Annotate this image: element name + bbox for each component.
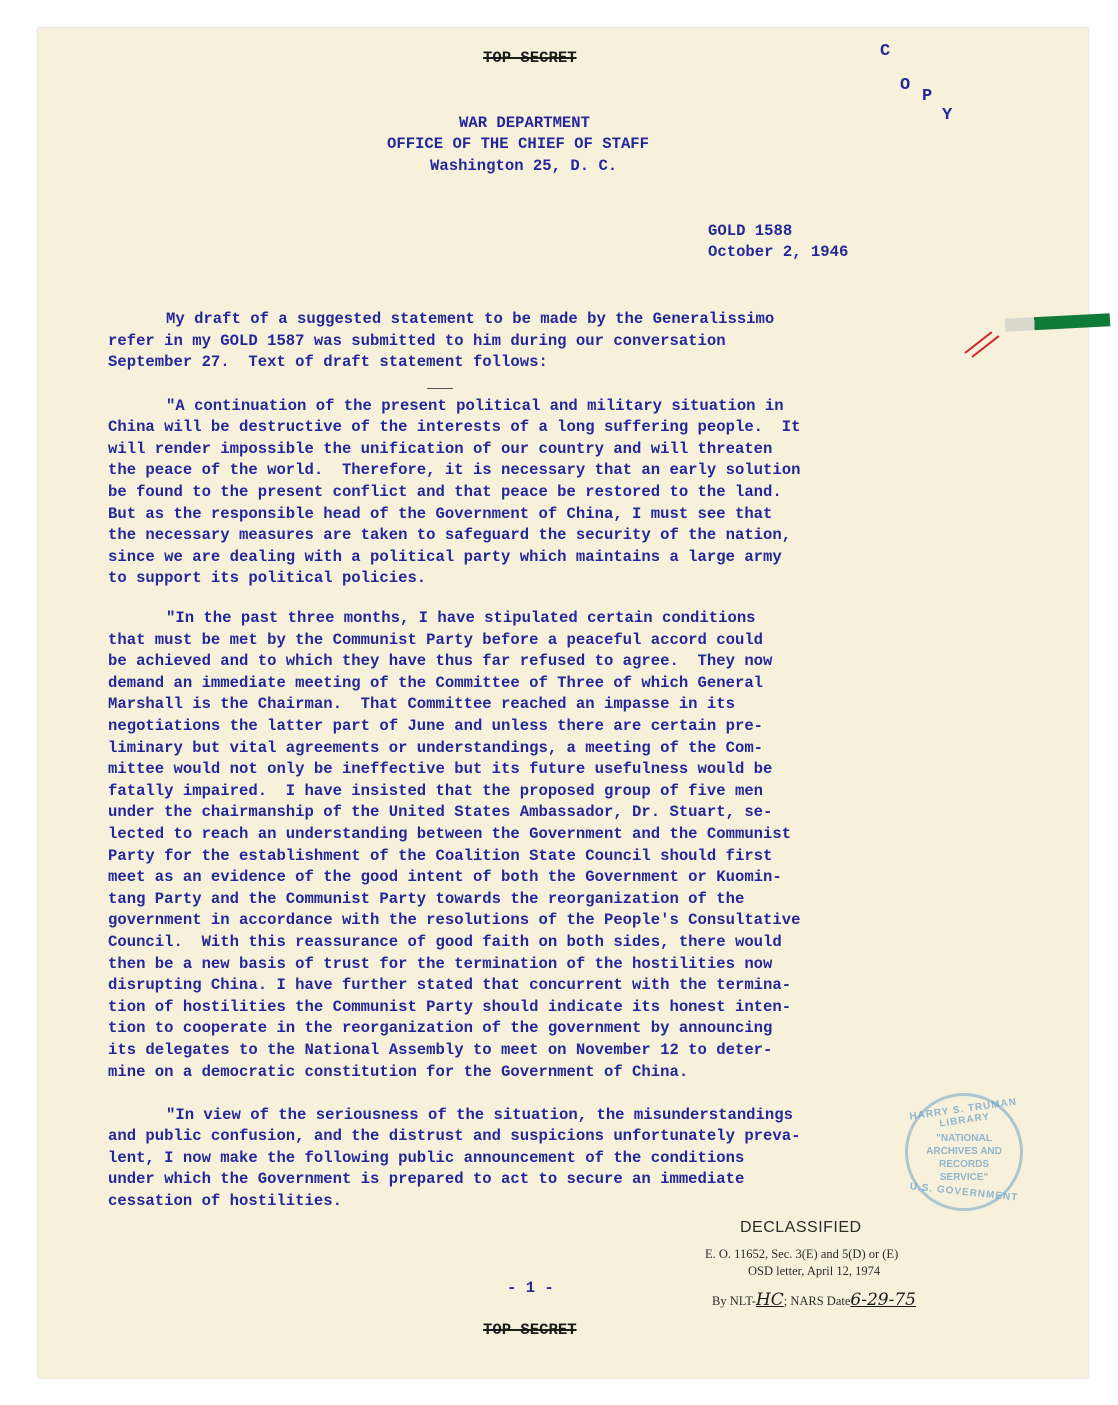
paragraph-line: lected to reach an understanding between the Government and the Communist xyxy=(108,825,792,843)
paragraph-line: will render impossible the unification of our country and will threaten xyxy=(108,440,773,458)
stamp-ring-bottom: U.S. GOVERNMENT xyxy=(909,1181,1019,1204)
paragraph-line: be achieved and to which they have thus far refused to agree. They now xyxy=(108,652,773,670)
paragraph-line: tion to cooperate in the reorganization of the government by announcing xyxy=(108,1019,773,1037)
by-prefix: By NLT- xyxy=(712,1294,756,1308)
paragraph-line: the necessary measures are taken to safeguard the security of the nation, xyxy=(108,526,792,544)
message-date: October 2, 1946 xyxy=(708,243,849,261)
paragraph-line: be found to the present conflict and that peace be restored to the land. xyxy=(108,483,782,501)
stamp-ring-top: HARRY S. TRUMAN LIBRARY xyxy=(908,1096,1018,1130)
paragraph-line: to support its political policies. xyxy=(108,569,427,587)
copy-letter-c: C xyxy=(880,42,891,61)
paragraph-line: then be a new basis of trust for the termination of the hostilities now xyxy=(108,955,773,973)
paragraph-line: the peace of the world. Therefore, it is necessary that an early solution xyxy=(108,461,801,479)
classification-top: TOP SECRET xyxy=(483,49,577,67)
nars-date: 6-29-75 xyxy=(850,1290,916,1310)
paragraph-line: "In the past three months, I have stipulated certain conditions xyxy=(166,609,756,627)
paragraph-line: Marshall is the Chairman. That Committee reached an impasse in its xyxy=(108,695,735,713)
paragraph-line: government in accordance with the resolutions of the People's Consultative xyxy=(108,911,801,929)
paragraph-line: liminary but vital agreements or understandings, a meeting of the Com- xyxy=(108,739,764,757)
paragraph-line: under which the Government is prepared to act to secure an immediate xyxy=(108,1170,745,1188)
classification-bottom: TOP SECRET xyxy=(483,1321,577,1339)
copy-letter-y: Y xyxy=(942,106,953,125)
paragraph-line: mine on a democratic constitution for the Government of China. xyxy=(108,1063,689,1081)
stamp-inner-line: RECORDS xyxy=(938,1159,989,1170)
nars-label: ; NARS Date xyxy=(783,1294,851,1308)
paragraph-line: Party for the establishment of the Coalition State Council should first xyxy=(108,847,773,865)
paragraph-line: mittee would not only be ineffective but its future usefulness would be xyxy=(108,760,773,778)
stamp-inner-line: ARCHIVES AND xyxy=(926,1146,1002,1157)
by-initials: HC xyxy=(755,1290,784,1310)
paragraph-line: meet as an evidence of the good intent of both the Government or Kuomin- xyxy=(108,868,782,886)
paragraph-line: and public confusion, and the distrust and suspicions unfortunately preva- xyxy=(108,1127,801,1145)
paragraph-line: But as the responsible head of the Government of China, I must see that xyxy=(108,505,773,523)
paragraph-line: demand an immediate meeting of the Committee of Three of which General xyxy=(108,674,764,692)
paragraph-line: tang Party and the Communist Party towards the reorganization of the xyxy=(108,890,745,908)
intro-line: September 27. Text of draft statement follows: xyxy=(108,353,548,371)
declassified-by-line xyxy=(712,1290,916,1310)
paragraph-line: under the chairmanship of the United States Ambassador, Dr. Stuart, se- xyxy=(108,803,773,821)
pencil-mark xyxy=(427,388,453,389)
paragraph-line: Council. With this reassurance of good faith on both sides, there would xyxy=(108,933,782,951)
message-number: GOLD 1588 xyxy=(708,222,793,240)
copy-letter-o: O xyxy=(900,76,911,95)
declassified-authority: E. O. 11652, Sec. 3(E) and 5(D) or (E) xyxy=(705,1247,899,1261)
declassified-letter: OSD letter, April 12, 1974 xyxy=(748,1264,881,1278)
stamp-inner-line: "NATIONAL xyxy=(936,1133,992,1144)
paragraph-line: cessation of hostilities. xyxy=(108,1192,342,1210)
stamp-inner-line: SERVICE" xyxy=(939,1172,989,1183)
paragraph-line: China will be destructive of the interests of a long suffering people. It xyxy=(108,418,801,436)
paragraph-line: "A continuation of the present political and military situation in xyxy=(166,397,784,415)
paragraph-line: that must be met by the Communist Party before a peaceful accord could xyxy=(108,631,764,649)
paragraph-line: tion of hostilities the Communist Party should indicate its honest inten- xyxy=(108,998,792,1016)
paragraph-line: fatally impaired. I have insisted that the proposed group of five men xyxy=(108,782,764,800)
paragraph-line: its delegates to the National Assembly to meet on November 12 to deter- xyxy=(108,1041,773,1059)
paragraph-line: lent, I now make the following public announcement of the conditions xyxy=(108,1149,745,1167)
intro-line: refer in my GOLD 1587 was submitted to him during our conversation xyxy=(108,332,726,350)
paragraph-line: disrupting China. I have further stated that concurrent with the termina- xyxy=(108,976,792,994)
paragraph-line: negotiations the latter part of June and unless there are certain pre- xyxy=(108,717,764,735)
header-office: OFFICE OF THE CHIEF OF STAFF xyxy=(387,135,650,153)
copy-letter-p: P xyxy=(922,87,933,106)
paragraph-line: since we are dealing with a political party which maintains a large army xyxy=(108,548,782,566)
page-number: - 1 - xyxy=(507,1279,554,1297)
header-department: WAR DEPARTMENT xyxy=(459,114,591,132)
declassified-title: DECLASSIFIED xyxy=(740,1219,862,1236)
library-stamp xyxy=(905,1093,1023,1211)
header-address: Washington 25, D. C. xyxy=(430,157,618,175)
intro-line: My draft of a suggested statement to be made by the Generalissimo xyxy=(166,310,775,328)
paragraph-line: "In view of the seriousness of the situation, the misunderstandings xyxy=(166,1106,793,1124)
